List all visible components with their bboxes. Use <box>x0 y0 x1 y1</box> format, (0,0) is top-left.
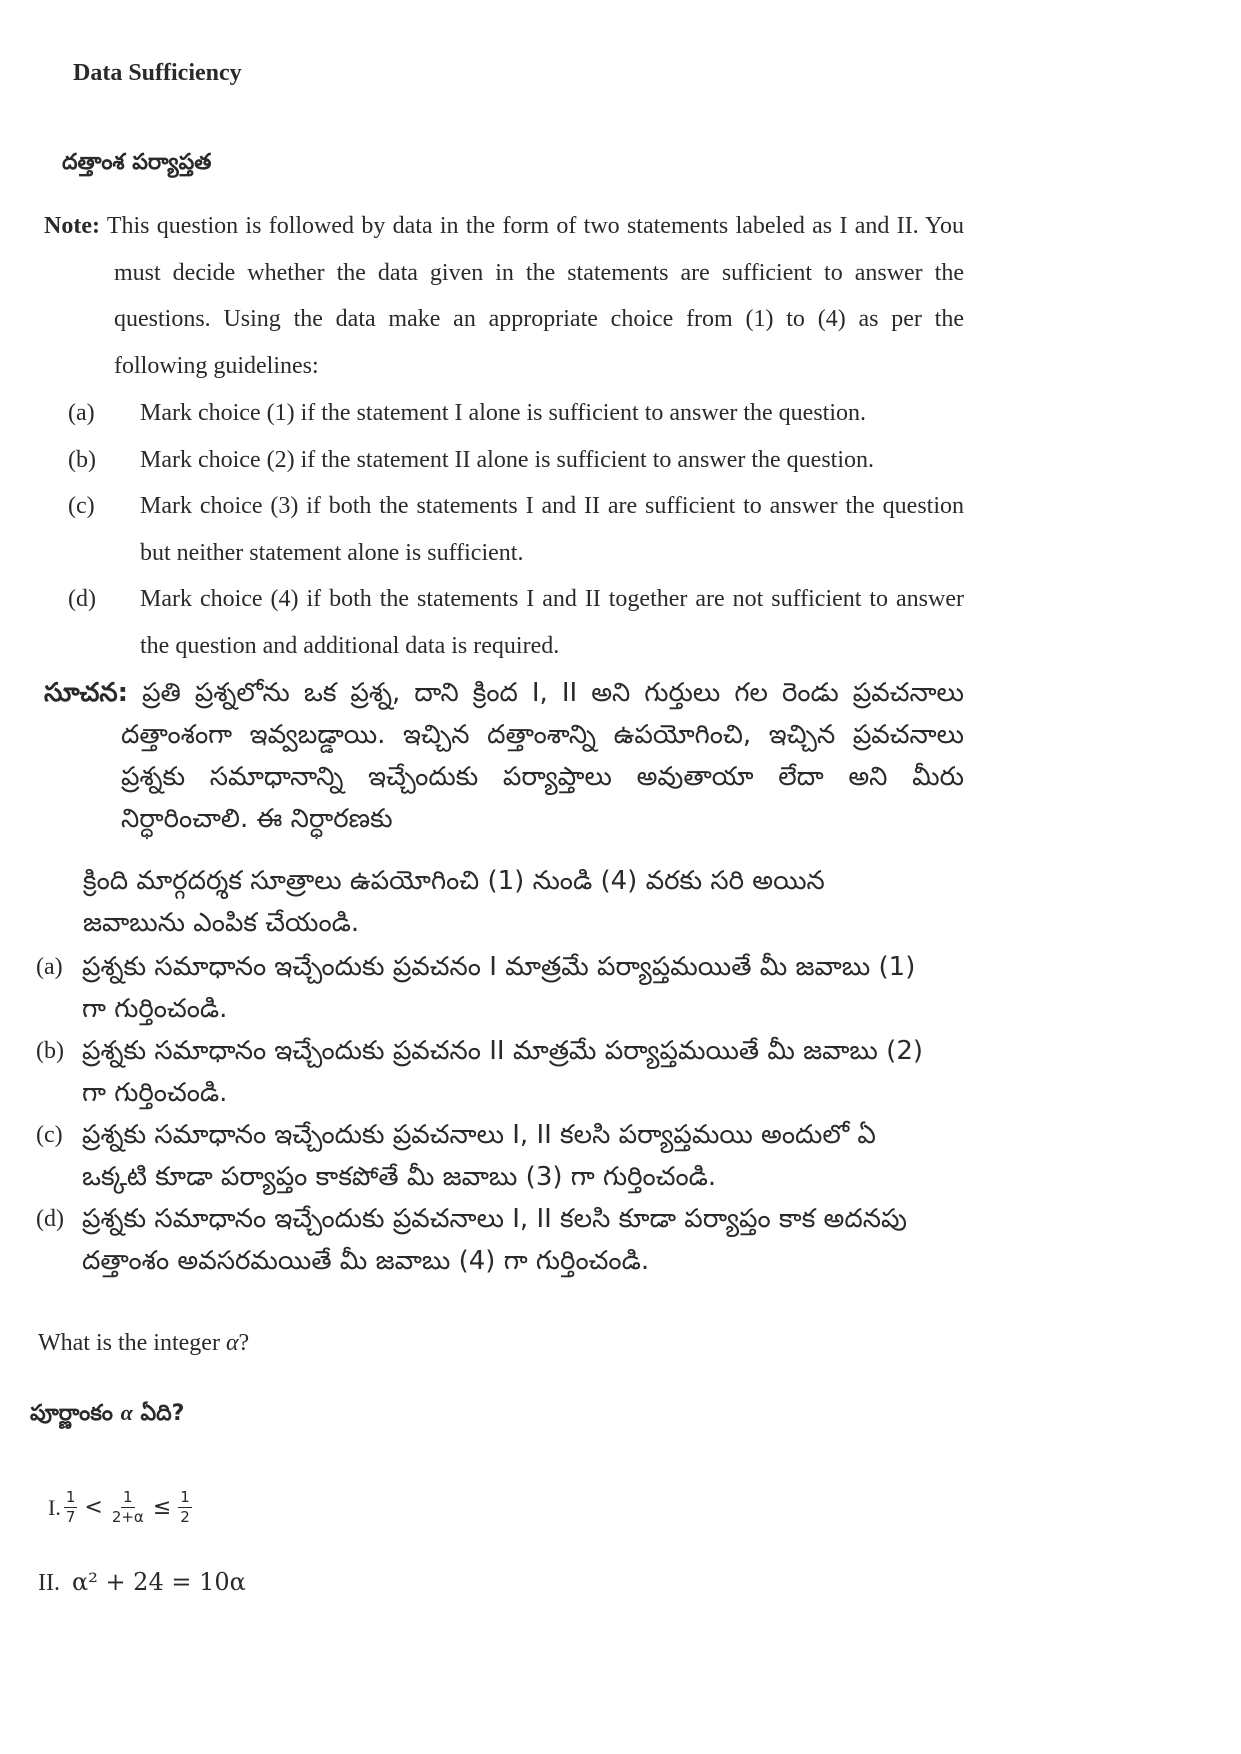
fraction-numerator: 1 <box>65 1488 76 1506</box>
telugu-guideline-key: (d) <box>36 1206 64 1232</box>
fraction-one-over-two-plus-alpha <box>110 1488 146 1527</box>
question-en-prefix: What is the integer <box>38 1330 220 1356</box>
telugu-guideline-key: (b) <box>36 1038 64 1064</box>
page-title: Data Sufficiency <box>73 60 242 86</box>
less-or-equal-sign: ≤ <box>152 1495 172 1520</box>
guideline-key: (b) <box>68 446 96 473</box>
guidelines-list <box>68 390 964 669</box>
guideline-key: (d) <box>68 586 96 612</box>
fraction-numerator: 1 <box>123 1488 133 1506</box>
note-lead: Note: <box>44 213 100 239</box>
telugu-note-lead: సూచన: <box>44 678 129 708</box>
guideline-item <box>68 576 964 669</box>
telugu-guideline-text: ప్రశ్నకు సమాధానం ఇచ్చేందుకు ప్రవచనాలు I, II కలసి పర్యాప్తమయి అందులో ఏ ఒక్కటి కూడా పర్యాప్తం కాకపోతే మీ జవాబు (3) గా గుర్తించండి. <box>82 1120 876 1192</box>
telugu-guideline-item <box>36 1030 936 1114</box>
fraction-one-half <box>178 1488 192 1527</box>
telugu-title: దత్తాంశ పర్యాప్తత <box>62 150 212 175</box>
telugu-guideline-text: ప్రశ్నకు సమాధానం ఇచ్చేందుకు ప్రవచనం II మాత్రమే పర్యాప్తమయితే మీ జవాబు (2) గా గుర్తించండి. <box>82 1036 924 1108</box>
statement-one-label: I. <box>48 1494 61 1520</box>
fraction-denominator: 2 <box>180 1508 190 1526</box>
telugu-note-paragraph <box>44 672 964 840</box>
guideline-item <box>68 437 964 484</box>
question-english <box>38 1330 249 1357</box>
guideline-text: Mark choice (2) if the statement II alone is sufficient to answer the question. <box>140 446 874 473</box>
telugu-guideline-item <box>36 946 936 1030</box>
telugu-guideline-key: (c) <box>36 1122 63 1148</box>
telugu-guideline-text: ప్రశ్నకు సమాధానం ఇచ్చేందుకు ప్రవచనం I మాత్రమే పర్యాప్తమయితే మీ జవాబు (1) గా గుర్తించండి. <box>82 952 916 1024</box>
question-te-prefix: పూర్ణాంకం <box>30 1401 113 1426</box>
statement-one <box>48 1488 195 1527</box>
guideline-key: (c) <box>68 493 95 519</box>
telugu-guideline-key: (a) <box>36 954 63 980</box>
telugu-note-text: ప్రతి ప్రశ్నలోను ఒక ప్రశ్న, దాని క్రింద I, II అని గుర్తులు గల రెండు ప్రవచనాలు దత్తాంశంగా ఇవ్వబడ్డాయి. ఇచ్చిన దత్తాంశాన్ని ఉపయోగించి, ఇచ్చిన ప్రవచనాలు ప్రశ్నకు సమాధానాన్ని ఇచ్చేందుకు పర్యాప్తాలు అవుతాయా లేదా అని మీరు నిర్ధారించాలి. ఈ నిర్ధారణకు <box>121 678 964 834</box>
statement-two-equation: α² + 24 = 10α <box>71 1568 246 1596</box>
less-than-sign: < <box>84 1495 103 1520</box>
note-block <box>44 203 964 389</box>
fraction-denominator: 2+α <box>111 1508 144 1526</box>
guideline-text: Mark choice (4) if both the statements I and II together are not sufficient to answer the question and additional data is required. <box>140 586 964 659</box>
guideline-key: (a) <box>68 400 95 426</box>
fraction-numerator: 1 <box>180 1488 190 1506</box>
question-te-suffix: ఏది? <box>140 1401 185 1426</box>
note-text: This question is followed by data in the form of two statements labeled as I and II. You must decide whether the data given in the statements are sufficient to answer the questions. Using the data make an appropriate choice from (1) to (4) as per the following guidelines: <box>106 213 964 379</box>
note-paragraph <box>44 203 964 389</box>
telugu-note-block <box>44 672 964 840</box>
telugu-guideline-item <box>36 1198 936 1282</box>
guideline-text: Mark choice (3) if both the statements I and II are sufficient to answer the question but neither statement alone is sufficient. <box>140 493 964 566</box>
question-variable: α <box>225 1330 239 1356</box>
guideline-item <box>68 390 964 437</box>
question-telugu <box>30 1400 184 1431</box>
fraction-denominator: 7 <box>65 1508 76 1526</box>
fraction-one-seventh <box>64 1488 78 1527</box>
question-te-variable: α <box>120 1400 133 1425</box>
question-en-suffix: ? <box>238 1330 250 1356</box>
telugu-note-continuation: క్రింది మార్గదర్శక సూత్రాలు ఉపయోగించి (1) నుండి (4) వరకు సరి అయిన జవాబును ఎంపిక చేయండి. <box>83 866 825 938</box>
statement-two <box>38 1568 246 1597</box>
telugu-guidelines-list <box>36 946 936 1282</box>
statement-two-label: II. <box>38 1570 60 1596</box>
telugu-guideline-item <box>36 1114 936 1198</box>
guideline-text: Mark choice (1) if the statement I alone is sufficient to answer the question. <box>140 400 866 426</box>
guideline-item <box>68 483 964 576</box>
telugu-guideline-text: ప్రశ్నకు సమాధానం ఇచ్చేందుకు ప్రవచనాలు I, II కలసి కూడా పర్యాప్తం కాక అదనపు దత్తాంశం అవసరమయితే మీ జవాబు (4) గా గుర్తించండి. <box>82 1204 907 1276</box>
